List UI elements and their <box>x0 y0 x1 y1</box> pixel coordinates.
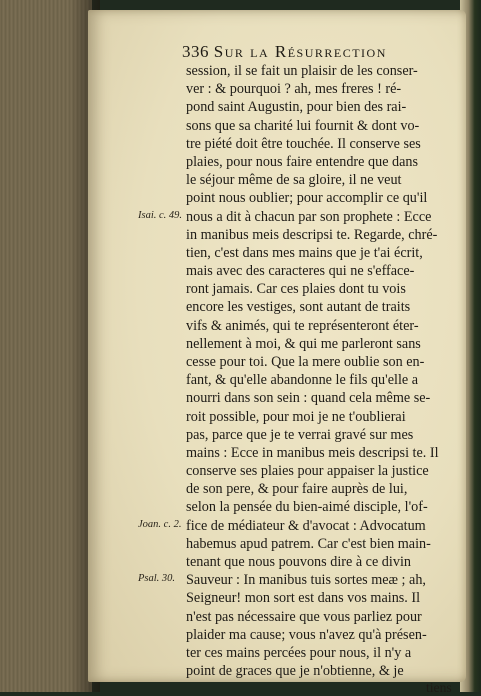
text-line: mains : Ecce in manibus meis descripsi te. Il <box>186 444 439 461</box>
text-line: Sauveur : In manibus tuis sortes meæ ; ah, <box>186 572 426 589</box>
text-line: tenant que nous pouvons dire à ce divin <box>186 553 411 570</box>
margin-note-joan: Joan. c. 2. <box>138 518 182 530</box>
text-line: tien, c'est dans mes mains que je t'ai écrit, <box>186 244 423 261</box>
text-line: nous a dit à chacun par son prophete : Ecce <box>186 208 432 225</box>
text-line: plaies, pour nous faire entendre que dans <box>186 153 419 170</box>
text-line: sons que sa charité lui fournit & dont vo- <box>186 117 420 134</box>
text-line: habemus apud patrem. Car c'est bien main- <box>186 535 431 552</box>
text-line: tre piété doit être touchée. Il conserve ses <box>186 135 421 152</box>
page-number: 336 <box>182 42 209 61</box>
text-line: fice de médiateur & d'avocat : Advocatum <box>186 517 426 534</box>
text-line: plaider ma cause; vous n'avez qu'à présen- <box>186 626 427 643</box>
text-line: selon la pensée du bien-aimé disciple, l'of- <box>186 499 428 516</box>
text-line: ver : & pourquoi ? ah, mes freres ! ré- <box>186 81 402 98</box>
text-line: de son pere, & pour faire auprès de lui, <box>186 481 408 498</box>
text-line: nourri dans son sein : quand cela même se- <box>186 390 431 407</box>
text-line: conserve ses plaies pour appaiser la justice <box>186 463 429 479</box>
text-line: n'est pas nécessaire que vous parliez pour <box>186 608 422 625</box>
text-line: encore les vestiges, sont autant de traits <box>186 299 411 316</box>
text-line: pond saint Augustin, pour bien des rai- <box>186 99 407 116</box>
text-line: point nous oublier; pour accomplir ce qu'il <box>186 190 428 207</box>
text-line: le séjour même de sa gloire, il ne veut <box>186 172 402 189</box>
margin-note-isai: Isai. c. 49. <box>138 209 183 221</box>
catchword: tiens <box>426 680 452 696</box>
text-line: pas, parce que je te verrai gravé sur mes <box>186 426 414 443</box>
text-line: roit possible, pour moi je ne t'oublierai <box>186 408 406 425</box>
text-line: Seigneur! mon sort est dans vos mains. Il <box>186 590 421 607</box>
text-line: ter ces mains percées pour nous, il n'y a <box>186 644 412 661</box>
margin-note-psal: Psal. 30. <box>138 573 176 585</box>
running-header <box>182 42 422 64</box>
text-line: nellement à moi, & qui me parleront sans <box>186 335 421 352</box>
text-line: in manibus meis descripsi te. Regarde, chré- <box>186 226 438 243</box>
page-title: Sur la Résurrection <box>213 42 387 61</box>
text-line: cesse pour toi. Que la mere oublie son en- <box>186 353 425 370</box>
text-line: point de graces que je n'obtienne, & je <box>186 663 404 679</box>
text-line: ront jamais. Car ces plaies dont tu vois <box>186 281 406 298</box>
text-line: vifs & animés, qui te représenteront éter- <box>186 317 419 334</box>
text-line: fant, & qu'elle abandonne le fils qu'elle a <box>186 372 419 389</box>
text-line: session, il se fait un plaisir de les conser- <box>186 63 418 79</box>
text-line: mais avec des caracteres qui ne s'efface- <box>186 263 415 279</box>
